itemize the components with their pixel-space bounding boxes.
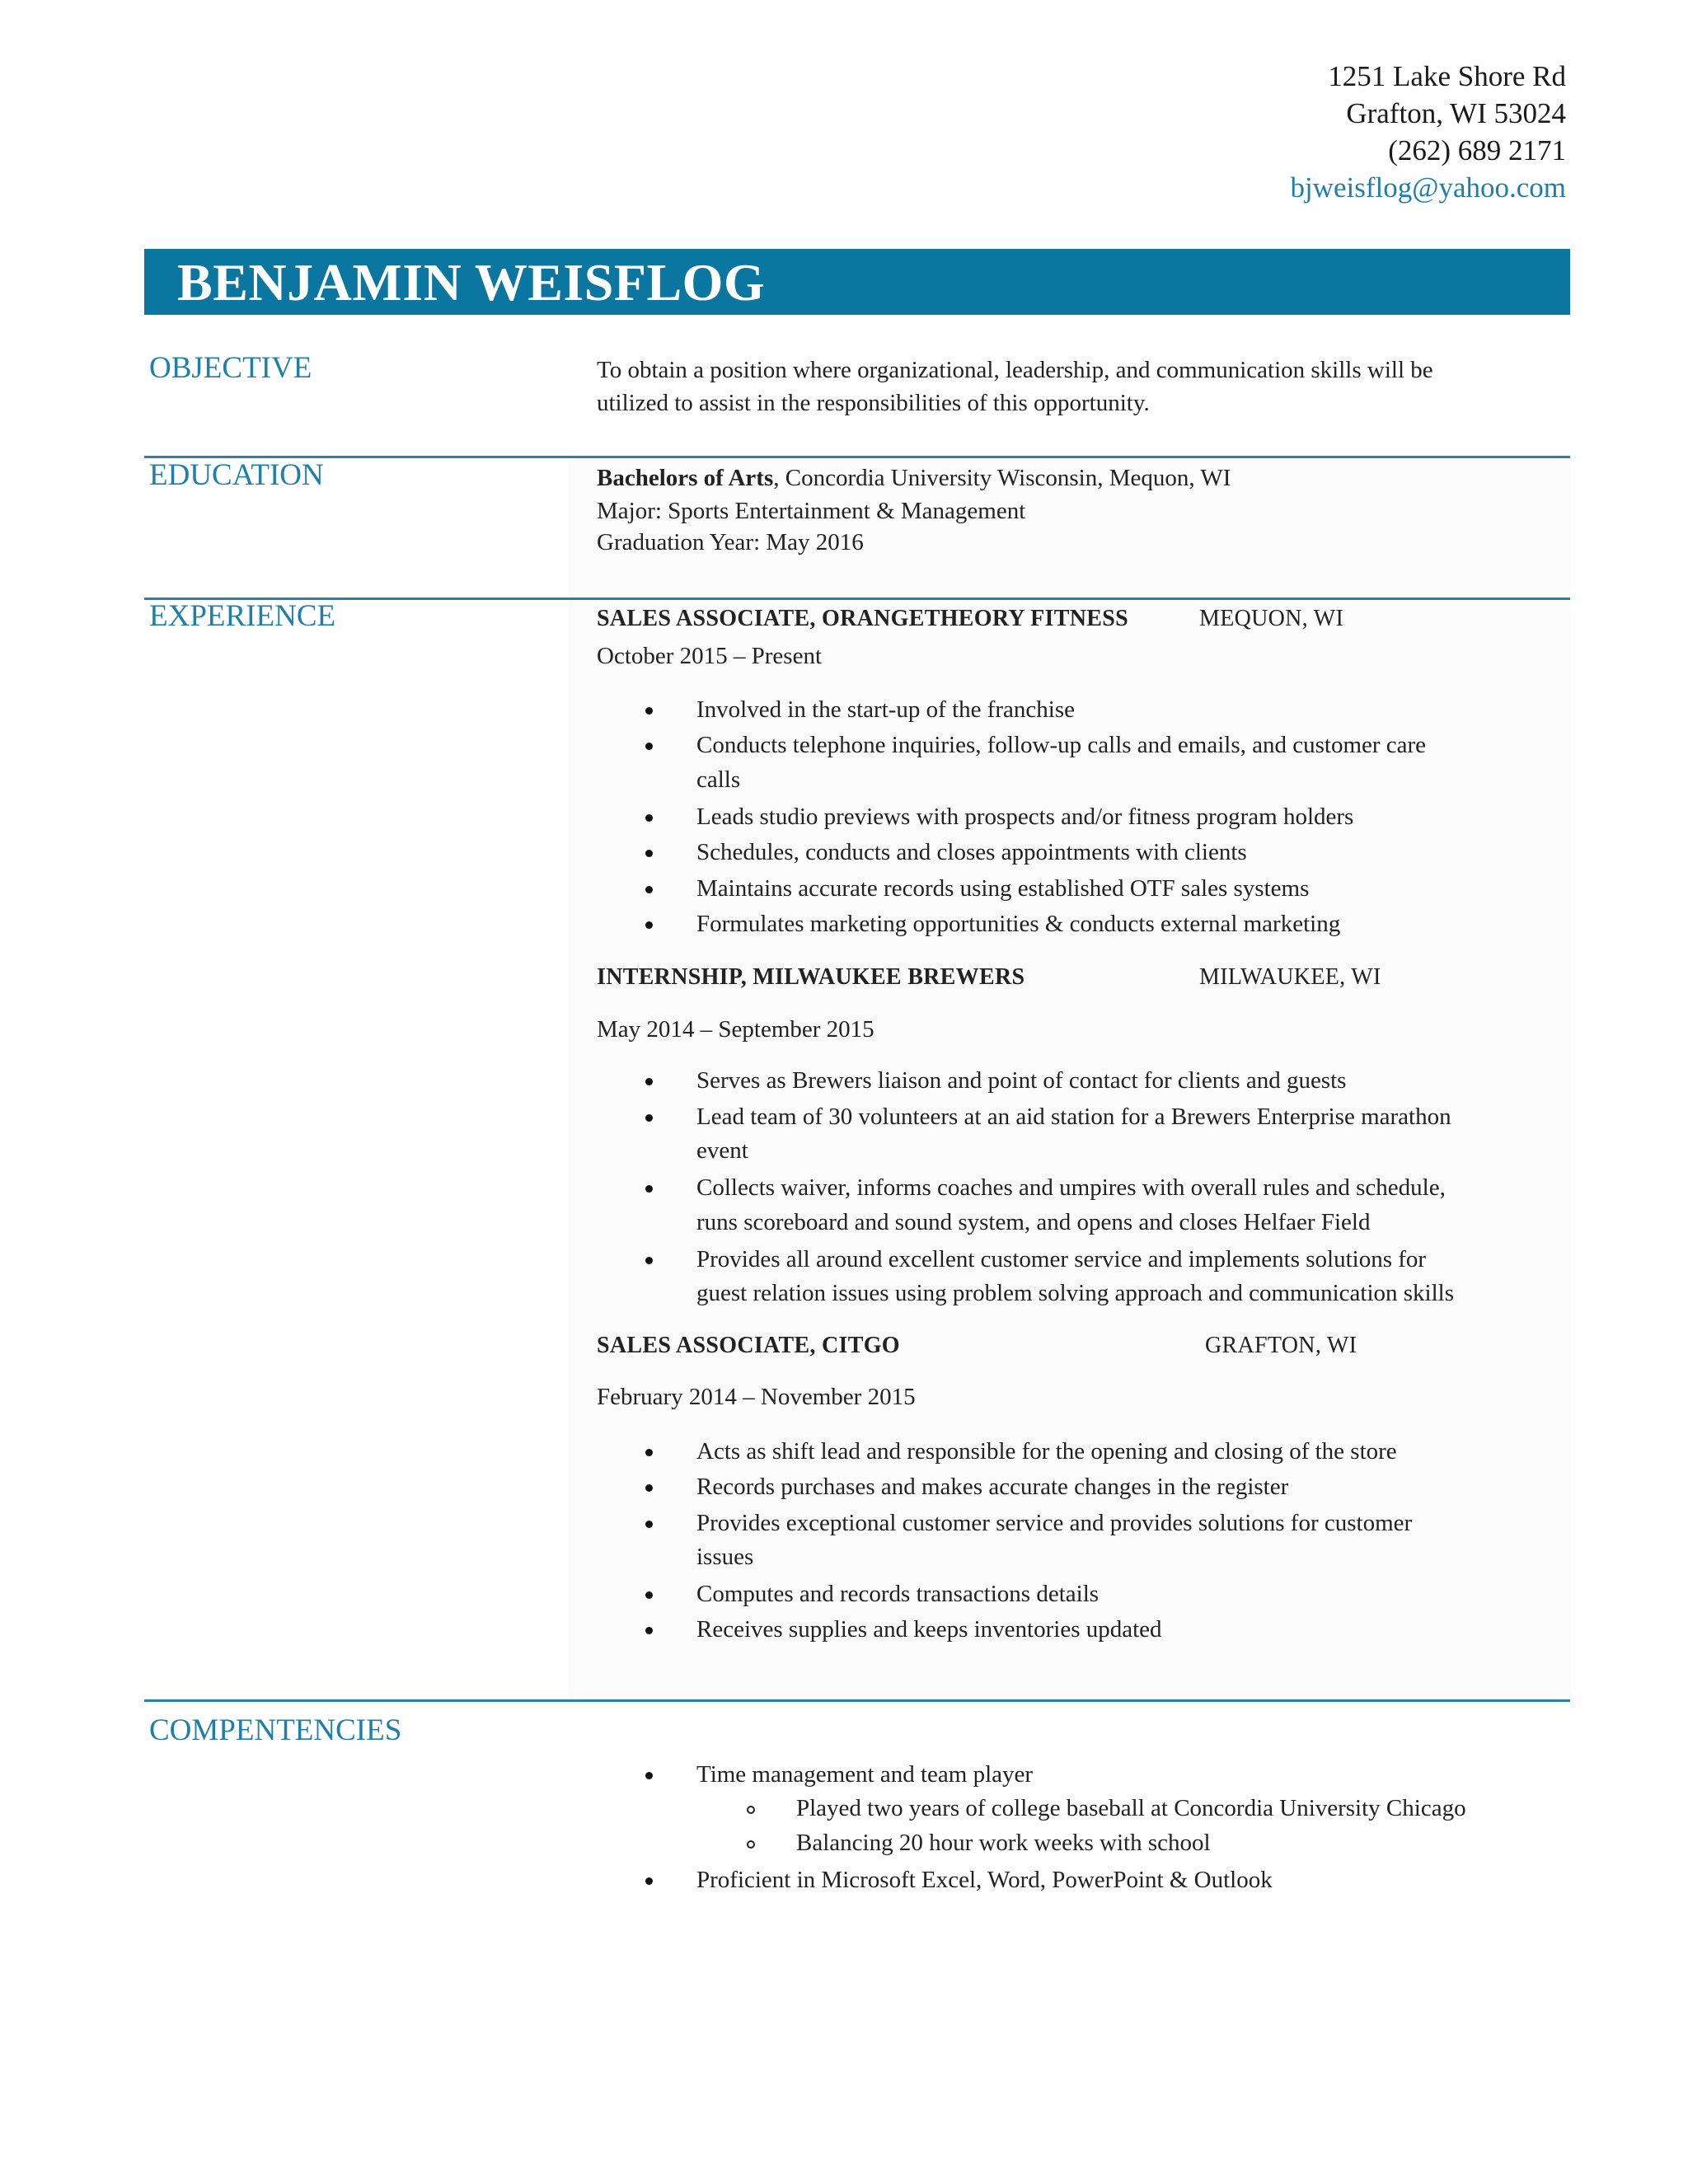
section-divider xyxy=(144,1699,1570,1702)
bullet-icon xyxy=(645,707,653,715)
competencies-heading: COMPENTENCIES xyxy=(149,1713,402,1747)
candidate-name: BENJAMIN WEISFLOG xyxy=(177,253,766,312)
contact-city: Grafton, WI 53024 xyxy=(1346,97,1566,129)
bullet-icon xyxy=(645,1449,653,1456)
education-major: Major: Sports Entertainment & Management xyxy=(597,498,1026,524)
contact-phone: (262) 689 2171 xyxy=(1388,134,1566,166)
objective-heading: OBJECTIVE xyxy=(149,351,312,385)
bullet-icon xyxy=(645,1591,653,1599)
education-heading: EDUCATION xyxy=(149,458,324,492)
contact-address: 1251 Lake Shore Rd xyxy=(1328,60,1566,92)
education-degree-line xyxy=(597,462,1231,494)
job-dates: February 2014 – November 2015 xyxy=(597,1384,916,1410)
name-banner xyxy=(144,249,1570,315)
bullet-icon xyxy=(645,921,653,929)
job-location: MEQUON, WI xyxy=(1199,606,1344,631)
job-title: SALES ASSOCIATE, CITGO xyxy=(597,1333,900,1358)
bullet-icon xyxy=(645,1521,653,1528)
job-location: MILWAUKEE, WI xyxy=(1199,964,1381,990)
bullet-icon xyxy=(645,1114,653,1122)
job-title: INTERNSHIP, MILWAUKEE BREWERS xyxy=(597,964,1025,990)
circle-bullet-icon xyxy=(747,1840,755,1849)
education-graduation: Graduation Year: May 2016 xyxy=(597,529,864,555)
bullet-icon xyxy=(645,1185,653,1193)
bullet-icon xyxy=(645,1877,653,1885)
experience-heading: EXPERIENCE xyxy=(149,599,336,633)
contact-email-link[interactable]: bjweisflog@yahoo.com xyxy=(1290,171,1566,204)
contact-block xyxy=(1290,58,1566,206)
circle-bullet-icon xyxy=(747,1806,755,1814)
bullet-icon xyxy=(645,850,653,857)
job-dates: October 2015 – Present xyxy=(597,643,823,669)
bullet-icon xyxy=(645,1627,653,1634)
bullet-icon xyxy=(645,886,653,893)
bullet-icon xyxy=(645,1772,653,1779)
bullet-icon xyxy=(645,814,653,822)
job-dates: May 2014 – September 2015 xyxy=(597,1016,874,1043)
job-title: SALES ASSOCIATE, ORANGETHEORY FITNESS xyxy=(597,606,1128,631)
education-school: , Concordia University Wisconsin, Mequon, WI xyxy=(773,465,1231,491)
objective-line: To obtain a position where organizational, leadership, and communication skills will be xyxy=(597,357,1433,383)
bullet-icon xyxy=(645,743,653,750)
bullet-icon xyxy=(645,1078,653,1085)
education-degree: Bachelors of Arts xyxy=(597,465,774,491)
resume-page: 1251 Lake Shore Rd Grafton, WI 53024 (262) 689 2171 bjweisflog@yahoo.com BENJAMIN WEISFLOG OBJECTIVE To obtain a position where organizational, leadership, and communication skills will be utilized to assist in the responsibilities of this opportunity. EDUCATION Bachelors of Arts, Concordia University Wisconsin, Mequon, WI Major: Sports Entertainment & Management Graduation Year: May 2016 EXPERIENCE SALES ASSOCIATE, ORANGETHEORY FITNESS MEQUON, WI October 2015 – Present Involved in the start-up of the franchise Conducts telephone inquiries, follow-up calls and emails, and customer care calls Leads studio previews with prospects and/or fitness program holders Schedules, conducts and closes appointments with clients Maintains accurate records using established OTF sales systems Formulates marketing opportunities & conducts external marketing INTERNSHIP, MILWAUKEE BREWERS MILWAUKEE, WI May 2014 – September 2015 Serves as Brewers liaison and point of contact for clients and guests Lead team of 30 volunteers at an aid station for a Brewers Enterprise marathon event Collects waiver, informs coaches and umpires with overall rules and schedule, runs scoreboard and sound system, and opens and closes Helfaer Field Provides all around excellent customer service and implements solutions for guest relation issues using problem solving approach and communication skills SALES ASSOCIATE, CITGO GRAFTON, WI February 2014 – November 2015 Acts as shift lead and responsible for the opening and closing of the store Records purchases and makes accurate changes in the register Provides exceptional customer service and provides solutions for customer issues Computes and records transactions details Receives supplies and keeps inventories updated COMPENTENCIES Time management and team player Played two years of college baseball at Concordia University Chicago Balancing 20 hour work weeks with school Proficient in Microsoft Excel, Word, PowerPoint & Outlook xyxy=(0,0,1688,2184)
bullet-icon xyxy=(645,1257,653,1264)
job-location: GRAFTON, WI xyxy=(1205,1333,1357,1358)
objective-line: utilized to assist in the responsibilities of this opportunity. xyxy=(597,390,1150,416)
bullet-icon xyxy=(645,1484,653,1492)
